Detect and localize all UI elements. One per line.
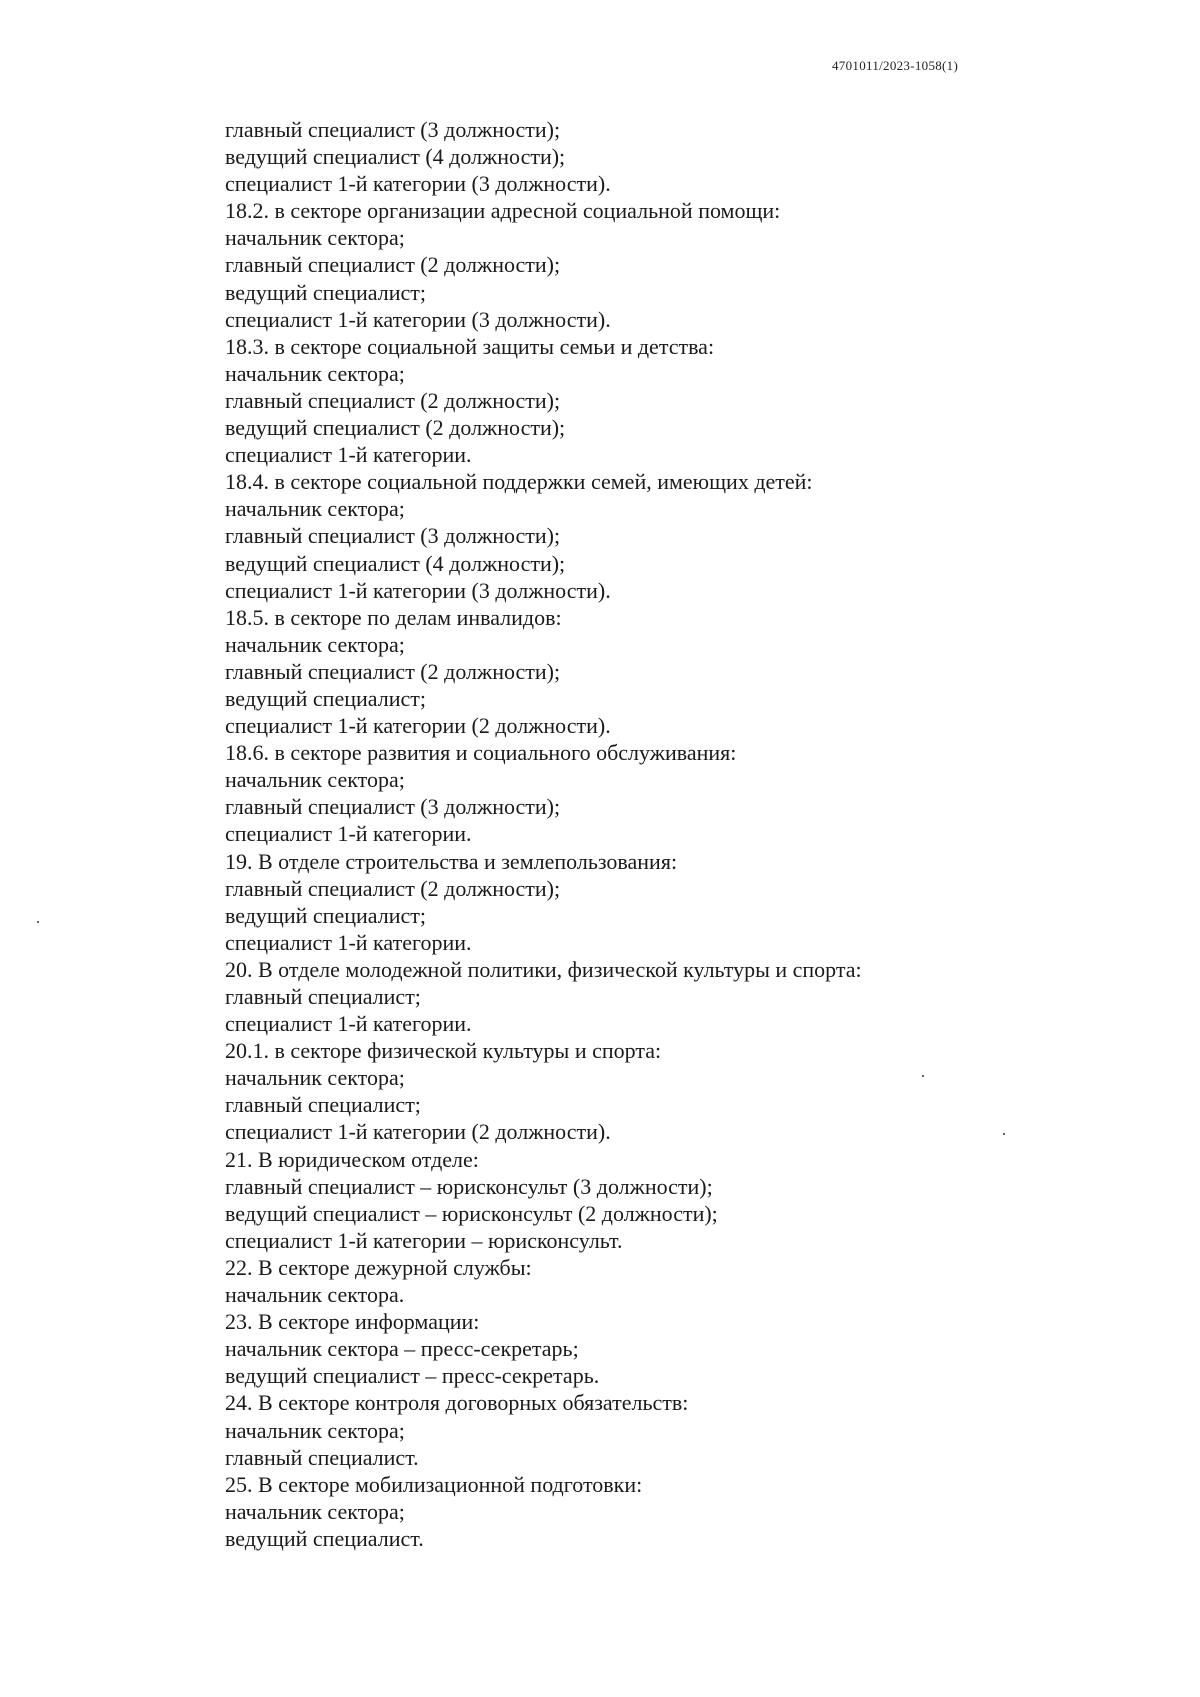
- text-line: ведущий специалист (2 должности);: [225, 415, 566, 441]
- text-line: ведущий специалист;: [225, 902, 426, 928]
- text-line: начальник сектора;: [225, 1498, 405, 1524]
- scan-speck: [37, 921, 39, 923]
- text-line: главный специалист;: [225, 984, 421, 1009]
- text-line: специалист 1-й категории (2 должности).: [225, 713, 611, 739]
- section-heading: 18.3. в секторе социальной защиты семьи и детства:: [225, 333, 715, 359]
- text-line: главный специалист (3 должности);: [225, 794, 561, 820]
- section-heading: 18.4. в секторе социальной поддержки семей, имеющих детей:: [225, 469, 813, 495]
- text-line: начальник сектора;: [225, 1065, 405, 1091]
- text-line: специалист 1-й категории.: [225, 821, 472, 847]
- text-line: специалист 1-й категории (3 должности).: [225, 577, 611, 603]
- text-line: ведущий специалист.: [225, 1525, 424, 1551]
- section-heading: 24. В секторе контроля договорных обязательств:: [225, 1390, 689, 1416]
- text-line: начальник сектора.: [225, 1282, 405, 1308]
- text-line: ведущий специалист (4 должности);: [225, 550, 566, 576]
- text-line: главный специалист (2 должности);: [225, 387, 561, 413]
- text-line: специалист 1-й категории.: [225, 929, 472, 955]
- text-line: начальник сектора;: [225, 360, 405, 386]
- text-line: начальник сектора – пресс-секретарь;: [225, 1336, 579, 1362]
- section-heading: 18.2. в секторе организации адресной социальной помощи:: [225, 198, 781, 224]
- text-line: главный специалист;: [225, 1092, 421, 1118]
- text-line: главный специалист – юрисконсульт (3 должности);: [225, 1173, 713, 1199]
- text-line: главный специалист (3 должности);: [225, 523, 561, 549]
- document-body: [225, 116, 1105, 1552]
- text-line: главный специалист.: [225, 1444, 419, 1470]
- text-line: специалист 1-й категории (3 должности).: [225, 306, 611, 332]
- section-heading: 20.1. в секторе физической культуры и спорта:: [225, 1038, 662, 1064]
- text-line: начальник сектора;: [225, 1417, 405, 1443]
- text-line: ведущий специалист;: [225, 685, 426, 711]
- section-heading: 19. В отделе строительства и землепользования:: [225, 848, 678, 874]
- text-line: ведущий специалист – юрисконсульт (2 должности);: [225, 1200, 718, 1226]
- text-line: специалист 1-й категории – юрисконсульт.: [225, 1227, 623, 1253]
- text-line: ведущий специалист – пресс-секретарь.: [225, 1363, 600, 1389]
- text-line: главный специалист (2 должности);: [225, 875, 561, 901]
- scan-speck: [922, 1075, 924, 1077]
- section-heading: 22. В секторе дежурной службы:: [225, 1254, 532, 1280]
- text-line: специалист 1-й категории (2 должности).: [225, 1119, 611, 1145]
- document-registration-number: 4701011/2023-1058(1): [832, 58, 959, 73]
- section-heading: 25. В секторе мобилизационной подготовки:: [225, 1471, 643, 1497]
- text-line: ведущий специалист;: [225, 279, 426, 305]
- text-line: главный специалист (2 должности);: [225, 658, 561, 684]
- text-line: начальник сектора;: [225, 631, 405, 657]
- text-line: начальник сектора;: [225, 767, 405, 793]
- text-line: специалист 1-й категории (3 должности).: [225, 171, 611, 197]
- section-heading: 18.5. в секторе по делам инвалидов:: [225, 604, 562, 630]
- section-heading: 23. В секторе информации:: [225, 1309, 480, 1335]
- section-heading: 18.6. в секторе развития и социального обслуживания:: [225, 740, 737, 766]
- section-heading: 20. В отделе молодежной политики, физической культуры и спорта:: [225, 956, 862, 982]
- scan-speck: [1003, 1133, 1005, 1135]
- text-line: ведущий специалист (4 должности);: [225, 144, 566, 170]
- text-line: начальник сектора;: [225, 496, 405, 522]
- section-heading: 21. В юридическом отделе:: [225, 1146, 479, 1172]
- text-line: специалист 1-й категории.: [225, 1011, 472, 1037]
- text-line: специалист 1-й категории.: [225, 442, 472, 468]
- text-line: начальник сектора;: [225, 225, 405, 251]
- text-line: главный специалист (3 должности);: [225, 117, 561, 142]
- text-line: главный специалист (2 должности);: [225, 252, 561, 278]
